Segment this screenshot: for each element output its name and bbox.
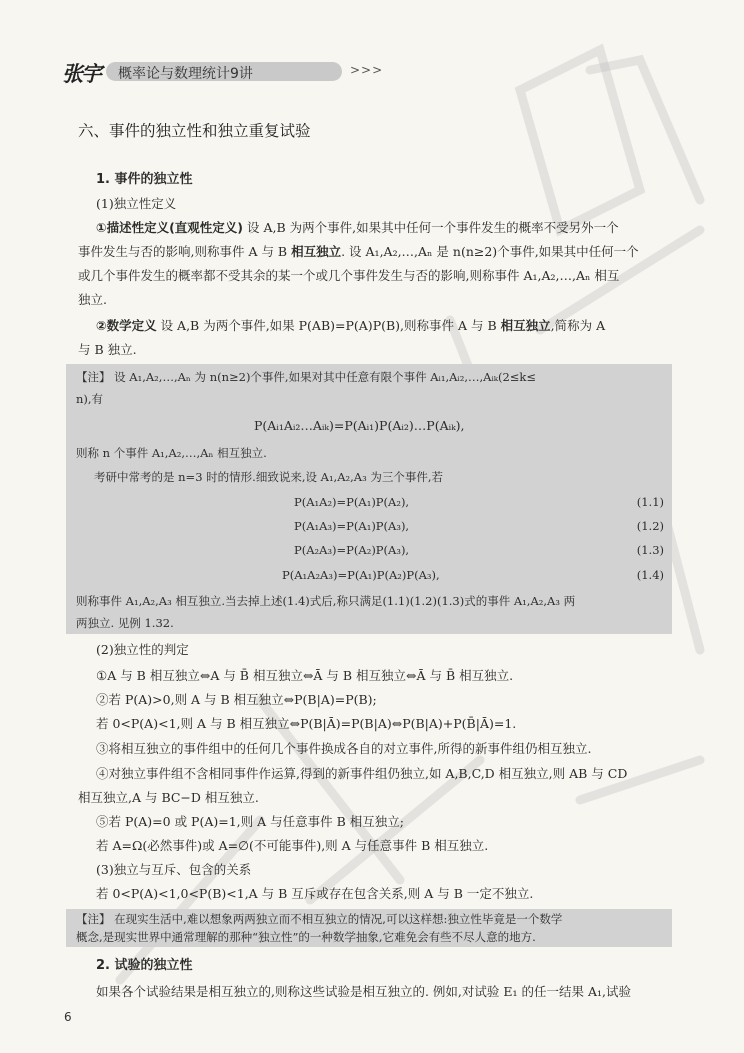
note-line: 两独立. 见例 1.32.	[76, 616, 174, 630]
note-line: 则称事件 A₁,A₂,A₃ 相互独立.当去掉上述(1.4)式后,称只满足(1.1)(1.2)(1.3)式的事件 A₁,A₂,A₃ 两	[76, 594, 576, 608]
paragraph-line: 与 B 独立.	[78, 342, 137, 357]
note-line: 【注】 设 A₁,A₂,…,Aₙ 为 n(n≥2)个事件,如果对其中任意有限个事件 Aᵢ₁,Aᵢ₂,…,Aᵢₖ(2≤k≤	[76, 370, 537, 384]
equation-number: (1.2)	[636, 519, 664, 533]
equation-number: (1.4)	[636, 568, 664, 582]
equation: P(A₁A₂)=P(A₁)P(A₂),	[294, 495, 410, 509]
note-line: 【注】 在现实生活中,难以想象两两独立而不相互独立的情况,可以这样想:独立性毕竟是一个数学	[76, 912, 563, 926]
paragraph-line: ⑤若 P(A)=0 或 P(A)=1,则 A 与任意事件 B 相互独立;	[96, 814, 404, 829]
paragraph-line: 若 0<P(A)<1,0<P(B)<1,A 与 B 互斥或存在包含关系,则 A 与 B 一定不独立.	[96, 886, 534, 901]
paragraph-line: ②若 P(A)>0,则 A 与 B 相互独立⇔P(B|A)=P(B);	[96, 692, 377, 707]
equation-number: (1.3)	[636, 543, 664, 557]
paragraph-line: ③将相互独立的事件组中的任何几个事件换成各自的对立事件,所得的新事件组仍相互独立.	[96, 741, 592, 756]
paragraph-line: ①描述性定义(直观性定义) 设 A,B 为两个事件,如果其中任何一个事件发生的概率不受另外一个	[96, 220, 619, 235]
paragraph-line: 相互独立,A 与 BC−D 相互独立.	[78, 790, 259, 805]
paragraph-line: ①A 与 B 相互独立⇔A 与 B̄ 相互独立⇔Ā 与 B 相互独立⇔Ā 与 B̄ 相互独立.	[96, 668, 514, 683]
paragraph-line: 或几个事件发生的概率都不受其余的某一个或几个事件发生与否的影响,则称事件 A₁,A₂,…,Aₙ 相互	[78, 268, 620, 283]
note-line: 则称 n 个事件 A₁,A₂,…,Aₙ 相互独立.	[76, 446, 267, 460]
definition-heading: (1)独立性定义	[96, 196, 177, 211]
paragraph-line: 事件发生与否的影响,则称事件 A 与 B 相互独立. 设 A₁,A₂,…,Aₙ 是 n(n≥2)个事件,如果其中任何一个	[78, 244, 639, 259]
book-title: 概率论与数理统计9讲	[118, 66, 253, 82]
header-arrows: >>>	[350, 63, 384, 77]
author-logo: 张宇	[62, 61, 100, 86]
equation: P(A₁A₂A₃)=P(A₁)P(A₂)P(A₃),	[282, 568, 440, 582]
paragraph-line: 若 0<P(A)<1,则 A 与 B 相互独立⇔P(B|Ā)=P(B|A)⇔P(B|A)+P(B̄|Ā)=1.	[96, 716, 517, 731]
paragraph-line: 如果各个试验结果是相互独立的,则称这些试验是相互独立的. 例如,对试验 E₁ 的任一结果 A₁,试验	[96, 984, 631, 999]
note-line: 概念,是现实世界中通常理解的那种“独立性”的一种数学抽象,它难免会有些不尽人意的地方.	[76, 930, 536, 944]
judgement-heading: (2)独立性的判定	[96, 642, 189, 657]
note-line: n),有	[76, 392, 104, 406]
running-header	[60, 58, 700, 86]
note-box	[66, 364, 672, 634]
paragraph-line: 若 A=Ω(必然事件)或 A=∅(不可能事件),则 A 与任意事件 B 相互独立.	[96, 838, 489, 853]
subsection-title: 1. 事件的独立性	[96, 172, 193, 187]
equation: P(Aᵢ₁Aᵢ₂…Aᵢₖ)=P(Aᵢ₁)P(Aᵢ₂)…P(Aᵢₖ),	[254, 418, 465, 433]
equation-number: (1.1)	[636, 495, 664, 509]
paragraph-line: ④对独立事件组不含相同事件作运算,得到的新事件组仍独立,如 A,B,C,D 相互独立,则 AB 与 CD	[96, 766, 628, 781]
equation: P(A₂A₃)=P(A₂)P(A₃),	[294, 543, 410, 557]
page-number: 6	[64, 1010, 72, 1024]
paragraph-line: 独立.	[78, 292, 107, 307]
book-title-pill	[106, 62, 342, 81]
subsection-title-2: 2. 试验的独立性	[96, 958, 193, 973]
equation: P(A₁A₃)=P(A₁)P(A₃),	[294, 519, 410, 533]
paragraph-line: ②数学定义 设 A,B 为两个事件,如果 P(AB)=P(A)P(B),则称事件 A 与 B 相互独立,简称为 A	[96, 318, 606, 333]
note-line: 考研中常考的是 n=3 时的情形.细致说来,设 A₁,A₂,A₃ 为三个事件,若	[94, 470, 444, 484]
section-title: 六、事件的独立性和独立重复试验	[78, 122, 311, 140]
note-box-2	[66, 909, 672, 947]
relation-heading: (3)独立与互斥、包含的关系	[96, 862, 252, 877]
